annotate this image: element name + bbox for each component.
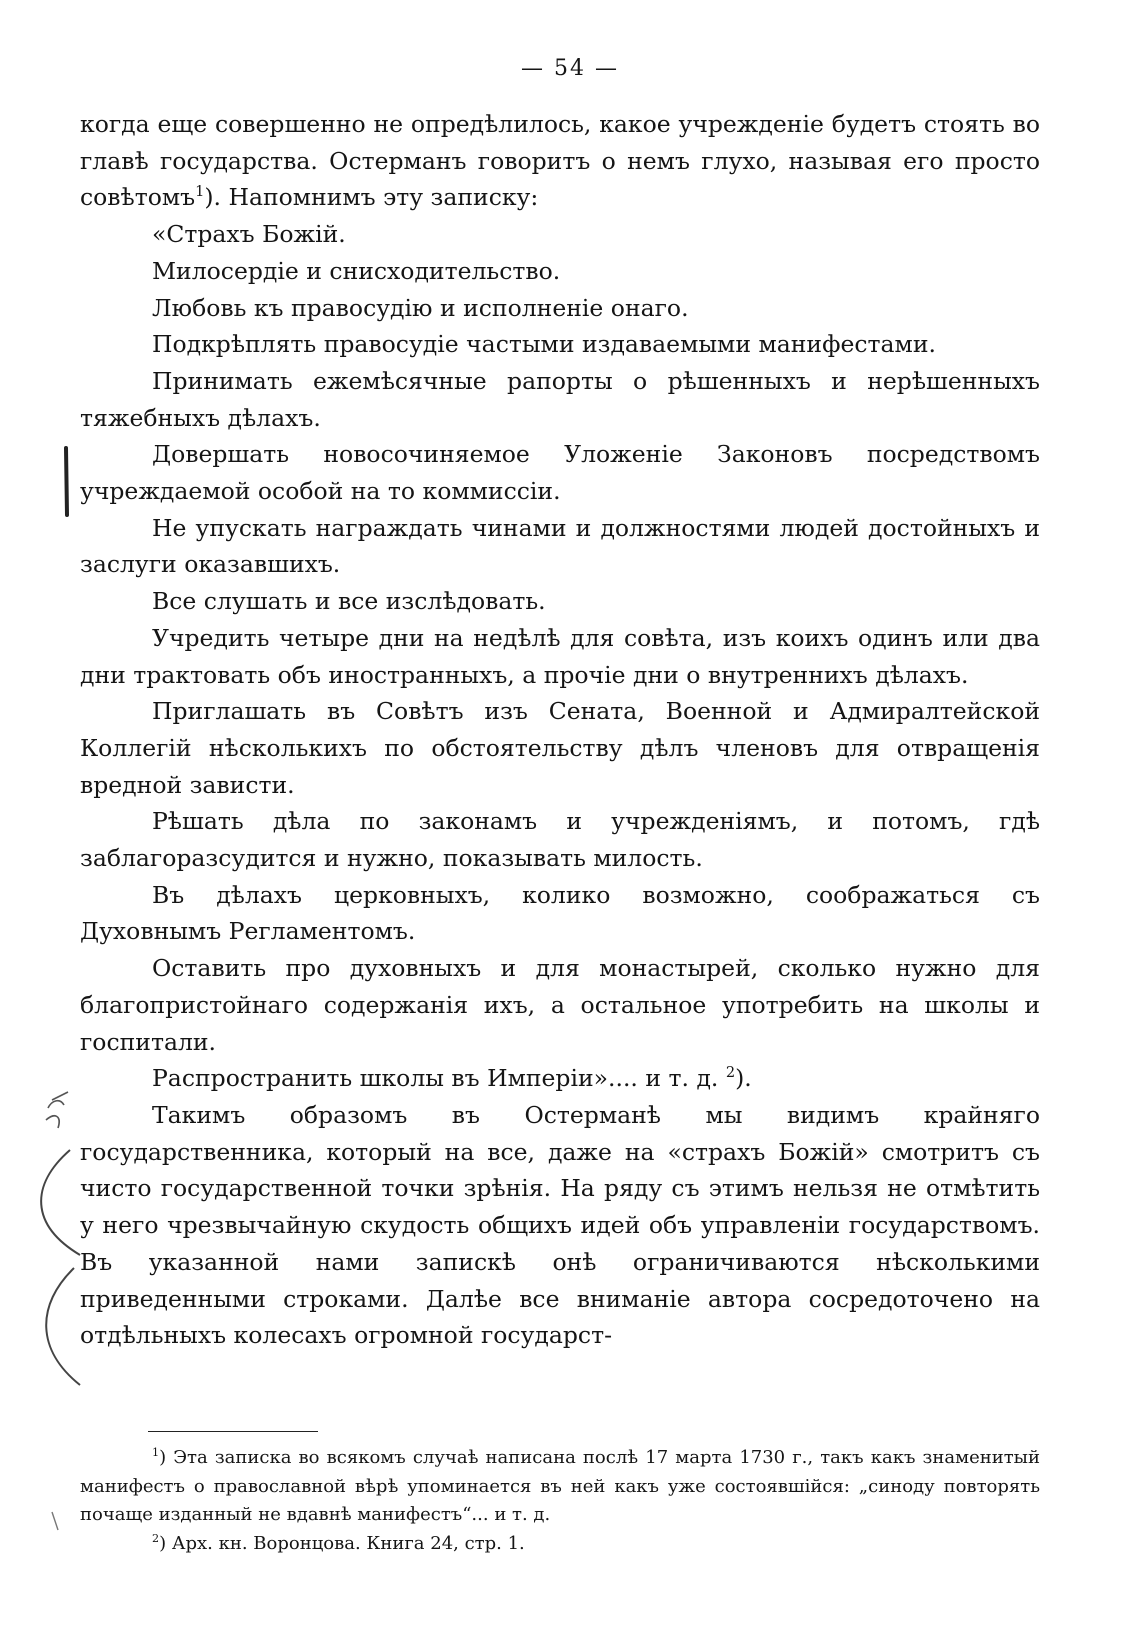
list-item: Милосердіе и снисходительство.	[152, 256, 561, 285]
paragraph: Такимъ образомъ въ Остерманѣ мы видимъ крайняго государственника, который на все, даже на «страхъ Божій» смотритъ съ чисто государственной точки зрѣнія. На ряду съ этимъ нельзя не отмѣтить у него чрезвычайную скудость общихъ идей объ управленіи государствомъ. Въ указанной нами запискѣ онѣ ограничиваются нѣсколькими приведенными строками. Далѣе все вниманіе автора сосредоточено на отдѣльныхъ колесахъ огромной государст-	[80, 1100, 1040, 1350]
list-item: Подкрѣплять правосудіе частыми издаваемыми манифестами.	[152, 330, 936, 359]
list-item: Все слушать и все изслѣдовать.	[152, 587, 546, 616]
list-item: Довершать новосочиняемое Уложеніе Законовъ посредствомъ учреждаемой особой на то коммиссіи.	[80, 440, 1040, 506]
margin-bar-mark	[66, 448, 67, 515]
list-item: Принимать ежемѣсячные рапорты о рѣшенныхъ и нерѣшенныхъ тяжебныхъ дѣлахъ.	[80, 366, 1040, 432]
footnote: $^2$) Арх. кн. Воронцова. Книга 24, стр. 1.	[152, 1531, 525, 1554]
list-item: Оставить про духовныхъ и для монастырей, сколько нужно для благопристойнаго содержанія ихъ, а остальное употребить на школы и госпитали.	[80, 954, 1040, 1056]
footnote-ref: 2	[725, 1064, 736, 1082]
margin-scribble-mark	[46, 1092, 68, 1128]
page-number: — 54 —	[521, 56, 619, 81]
list-item: Рѣшать дѣла по законамъ и учрежденіямъ, и потомъ, гдѣ заблагоразсудится и нужно, показывать милость.	[80, 807, 1040, 873]
paragraph: когда еще совершенно не опредѣлилось, какое учрежденіе будетъ стоять во главѣ государства. Остерманъ говоритъ о немъ глухо, называя его просто совѣтомъ$^1$). Напомнимъ эту записку:	[80, 110, 1040, 212]
margin-tick-mark	[52, 1512, 58, 1530]
footnote-ref: 1	[195, 183, 205, 201]
list-item: Въ дѣлахъ церковныхъ, колико возможно, соображаться съ Духовнымъ Регламентомъ.	[80, 880, 1040, 946]
list-item: Распространить школы въ Имперіи».... и т. д. $^2$).	[152, 1064, 752, 1093]
margin-bracket-mark	[41, 1150, 80, 1255]
list-item: Приглашать въ Совѣтъ изъ Сената, Военной и Адмиралтейской Коллегій нѣсколькихъ по обстоятельству дѣлъ членовъ для отвращенія вредной зависти.	[80, 697, 1040, 799]
list-item: «Страхъ Божій.	[152, 220, 346, 249]
list-item: Любовь къ правосудію и исполненіе онаго.	[152, 293, 689, 322]
list-item: Учредить четыре дни на недѣлѣ для совѣта, изъ коихъ одинъ или два дни трактовать объ иностранныхъ, а прочіе дни о внутреннихъ дѣлахъ.	[80, 623, 1040, 689]
footnote: $^1$) Эта записка во всякомъ случаѣ написана послѣ 17 марта 1730 г., такъ какъ знаменитый манифестъ о православной вѣрѣ упоминается въ ней какъ уже состоявшійся: „синоду повторять почаще изданный не вдавнѣ манифестъ“... и т. д.	[80, 1446, 1040, 1525]
margin-bracket-mark	[46, 1268, 80, 1385]
list-item: Не упускать награждать чинами и должностями людей достойныхъ и заслуги оказавшихъ.	[80, 513, 1040, 579]
